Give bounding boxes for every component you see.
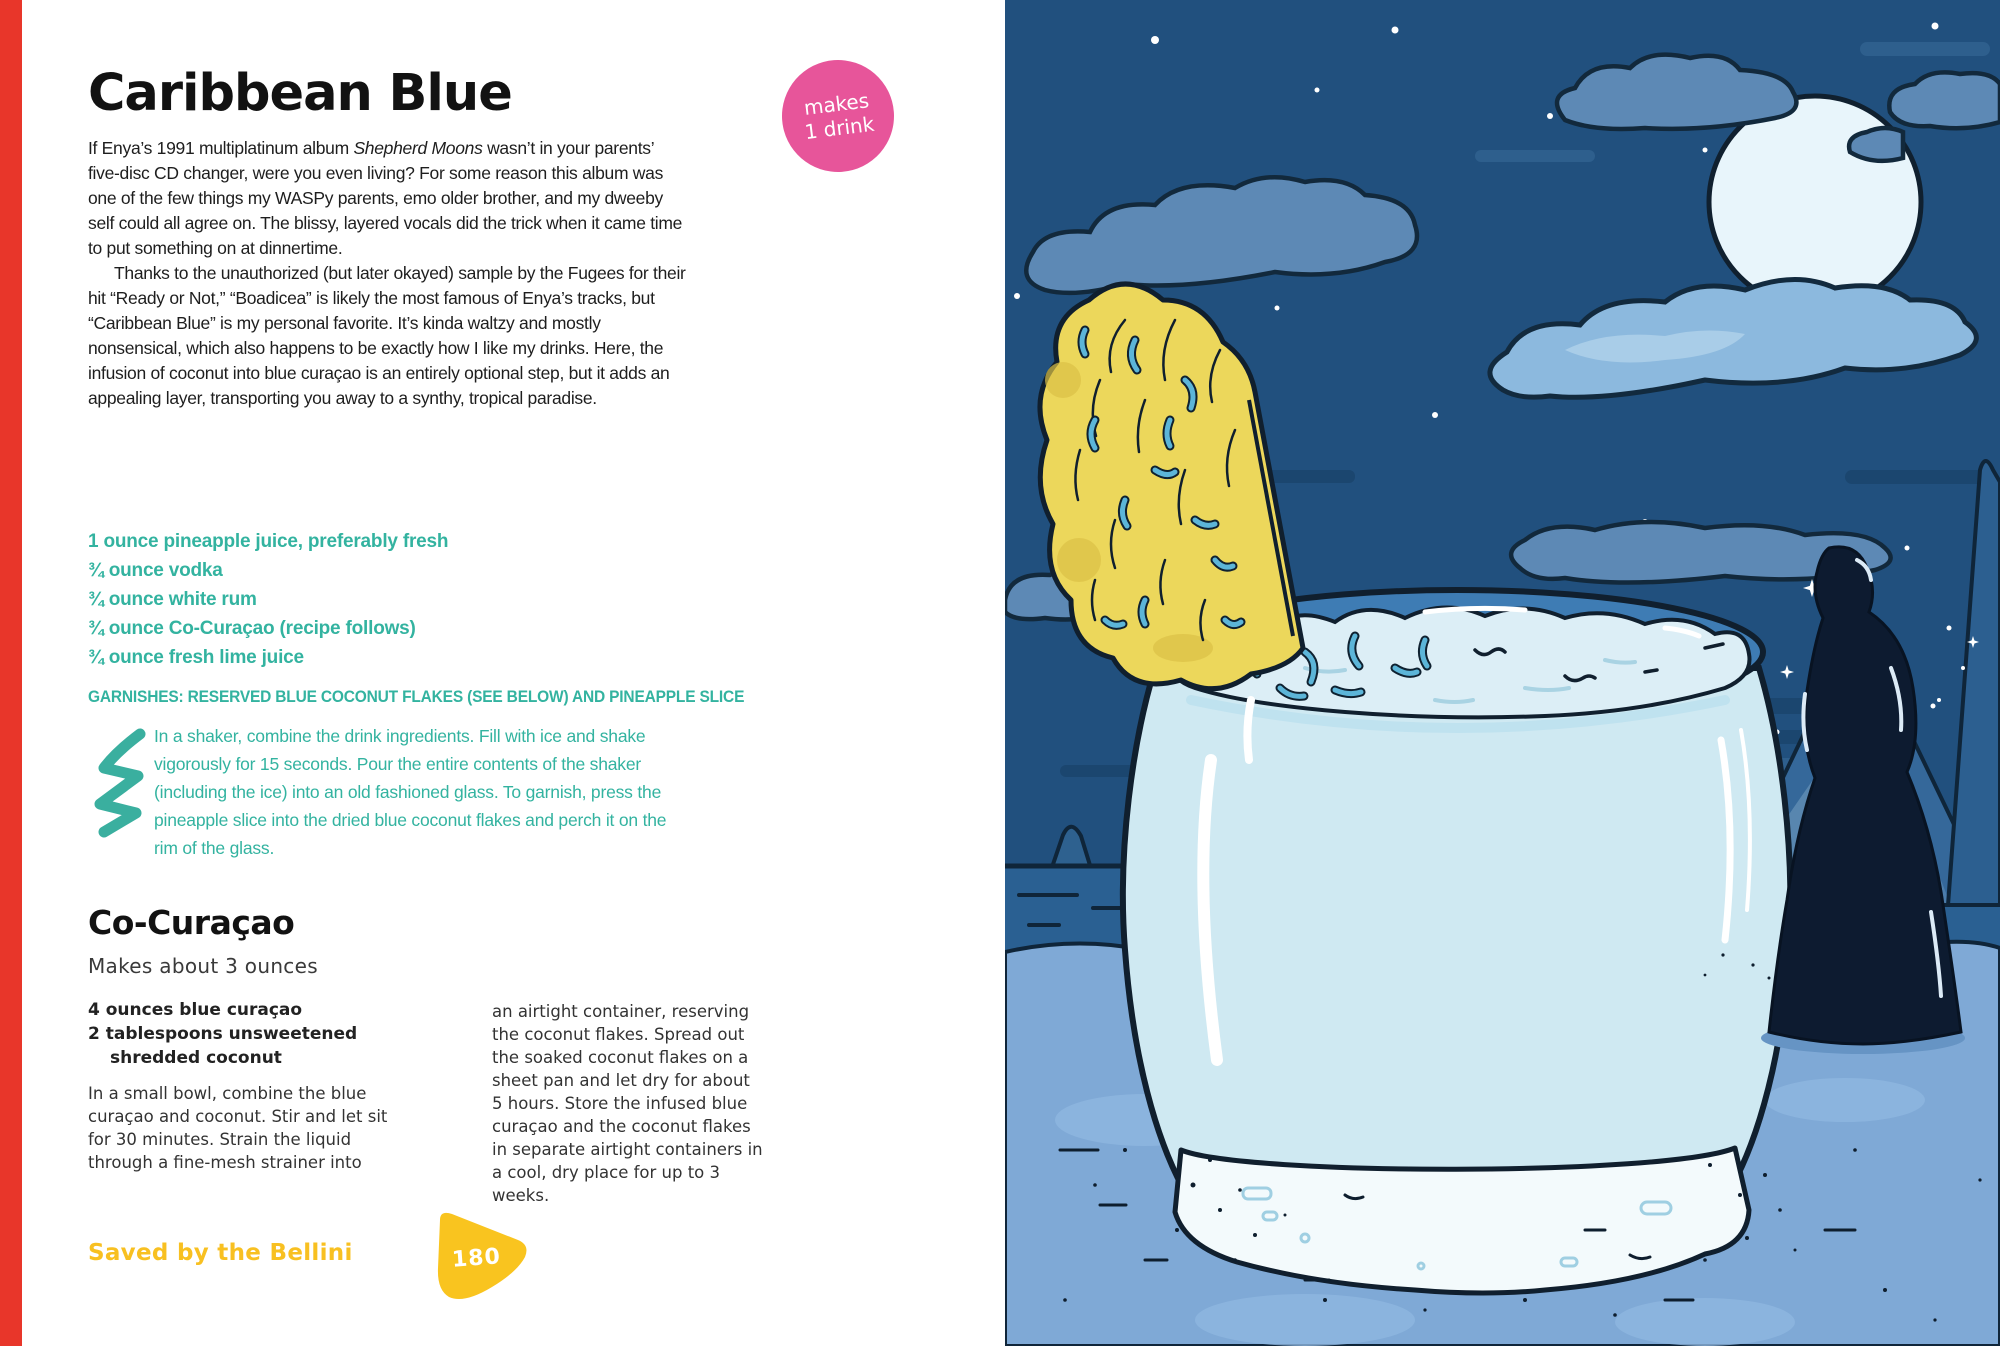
badge-label: makes 1 drink [802,88,876,145]
book-title-footer: Saved by the Bellini [88,1240,353,1266]
instructions-text: In a shaker, combine the drink ingredients. Fill with ice and shake vigorously for 15 seconds. Pour the entire contents of the shaker (including the ice) into an old fashioned glass. To garnish, press the pineapple slice into the dried blue coconut flakes and perch it on the rim of the glass. [154,726,667,858]
ingredient-item: 1 ounce pineapple juice, preferably fresh [88,531,449,552]
subrecipe-title: Co-Curaçao [88,903,295,942]
ingredient-item: ¾ ounce fresh lime juice [88,647,304,668]
shake-squiggle-icon [88,726,150,838]
ingredient-item: ¾ ounce Co-Curaçao (recipe follows) [88,618,416,639]
subrecipe-ingredient-list [88,998,408,1070]
subrecipe-column-2: an airtight container, reserving the coconut flakes. Spread out the soaked coconut flakes on a sheet pan and let dry for about 5 hours. Store the infused blue curaçao and the coconut flakes in separate airtight containers in a cool, dry place for up to 3 weeks. [492,1002,763,1205]
page-edge-strip [0,0,22,1346]
album-title: Shepherd Moons [353,138,483,158]
page-number: 180 [451,1244,502,1273]
subrecipe-ingredient: 4 ounces blue curaçao [88,1000,303,1020]
ingredient-item: ¾ ounce white rum [88,589,257,610]
cocktail-night-illustration [1005,0,2000,1346]
subrecipe-ingredient: 2 tablespoons unsweetened shredded coconut [88,1024,358,1068]
subrecipe-yield: Makes about 3 ounces [88,954,318,978]
ingredient-list [88,527,728,672]
garnish-line: GARNISHES: RESERVED BLUE COCONUT FLAKES (SEE BELOW) AND PINEAPPLE SLICE [88,688,745,706]
ingredient-item: ¾ ounce vodka [88,560,223,581]
cocktail-glass [1123,590,1790,1293]
makes-one-drink-badge [778,56,898,176]
page-title: Caribbean Blue [88,64,512,123]
subrecipe-column-1: In a small bowl, combine the blue curaçao and coconut. Stir and let sit for 30 minutes. Strain the liquid through a fine-mesh strainer into [88,1084,388,1172]
intro-text [88,136,688,411]
instructions-block [88,722,688,862]
intro-paragraph-1: If Enya’s 1991 multiplatinum album Shepherd Moons wasn’t in your parents’ five-disc CD changer, were you even living? For some reason this album was one of the few things my WASPy parents, emo older brother, and my dweeby self could all agree on. The blissy, layered vocals did the trick when it came time to put something on at dinnertime. [88,138,683,258]
intro-paragraph-2: Thanks to the unauthorized (but later okayed) sample by the Fugees for their hit “Ready or Not,” “Boadicea” is likely the most famous of Enya’s tracks, but “Caribbean Blue” is my personal favorite. It’s kinda waltzy and mostly nonsensical, which also happens to be exactly how I like my drinks. Here, the infusion of coconut into blue curaçao is an entirely optional step, but it adds an appealing layer, transporting you away to a synthy, tropical paradise. [88,263,686,408]
